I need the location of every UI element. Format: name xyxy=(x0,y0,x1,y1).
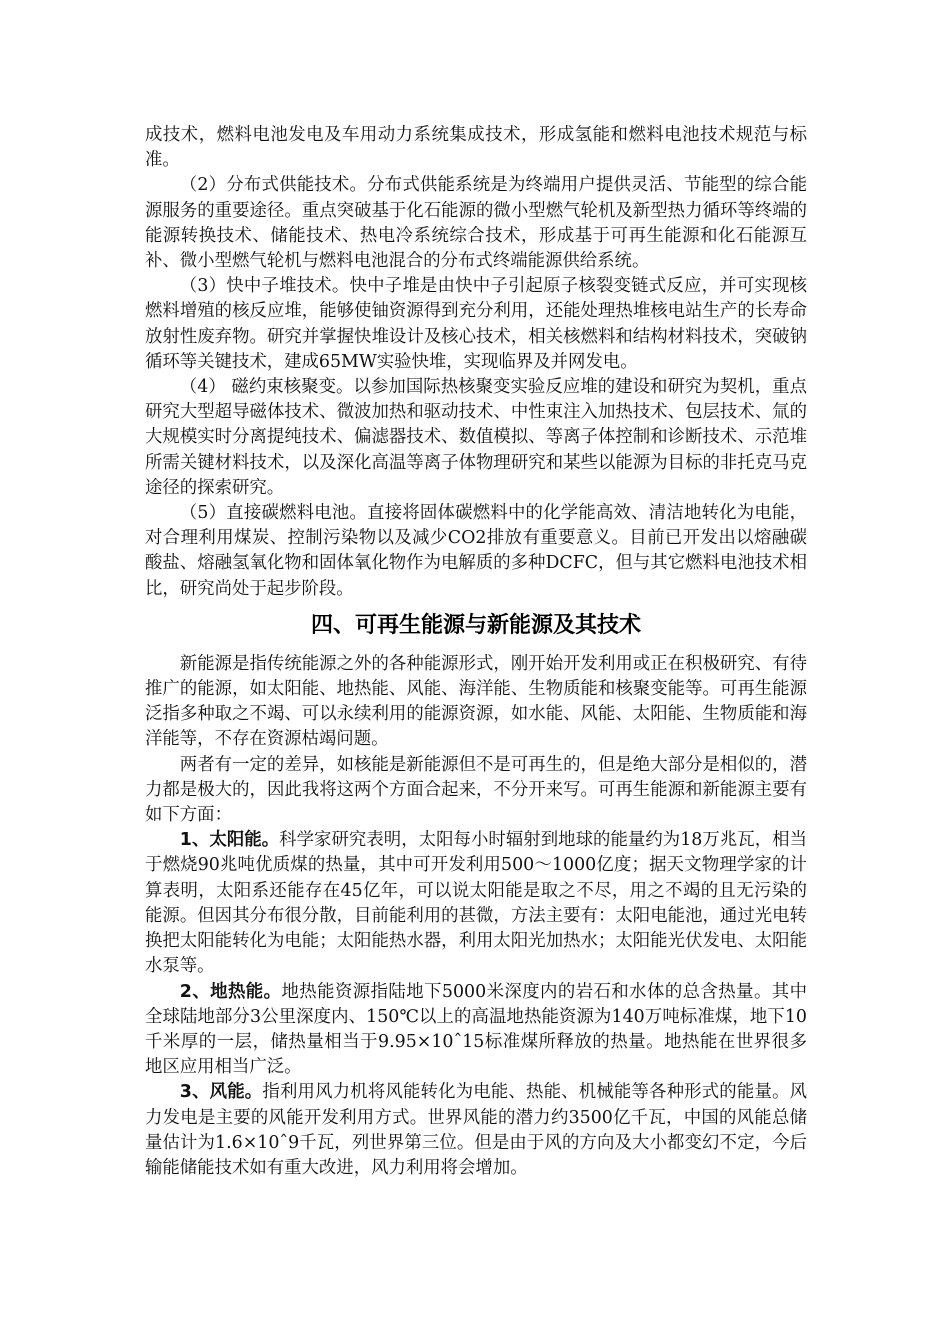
wind-energy-title: 3、风能。 xyxy=(179,1082,263,1103)
paragraph-fast-neutron-reactor: （3）快中子堆技术。快中子堆是由快中子引起原子核裂变链式反应，并可实现核燃料增殖的核反应堆，能够使铀资源得到充分利用，还能处理热堆核电站生产的长寿命放射性废弃物。研究并掌握快堆设计及核心技术，相关核燃料和结构材料技术，突破钠循环等关键技术，建成65MW实验快堆，实现临界及并网发电。 xyxy=(145,276,807,372)
document-page xyxy=(145,123,807,1181)
wind-energy-text: 指利用风力机将风能转化为电能、热能、机械能等各种形式的能量。风力发电是主要的风能开发利用方式。世界风能的潜力约3500亿千瓦，中国的风能总储量估计为1.6×10ˆ9千瓦，列世界第三位。但是由于风的方向及大小都变幻不定，今后输能储能技术如有重大改进，风力利用将会增加。 xyxy=(145,1082,807,1178)
paragraph-wind-energy xyxy=(145,1080,807,1181)
solar-energy-title: 1、太阳能。 xyxy=(179,830,280,851)
solar-energy-text: 科学家研究表明，太阳每小时辐射到地球的能量约为18万兆瓦，相当于燃烧90兆吨优质煤的热量，其中可开发利用500～1000亿度；据天文物理学家的计算表明，太阳系还能存在45亿年，可以说太阳能是取之不尽，用之不竭的且无污染的能源。但因其分布很分散，目前能利用的甚微，方法主要有：太阳电能池，通过光电转换把太阳能转化为电能；太阳能热水器，利用太阳光加热水；太阳能光伏发电、太阳能水泵等。 xyxy=(145,830,807,977)
paragraph-geothermal-energy xyxy=(145,980,807,1081)
paragraph-fuel-cell-continuation: 成技术，燃料电池发电及车用动力系统集成技术，形成氢能和燃料电池技术规范与标准。 xyxy=(145,125,807,171)
paragraph-differences: 两者有一定的差异，如核能是新能源但不是可再生的，但是绝大部分是相似的，潜力都是极大的，因此我将这两个方面合起来，不分开来写。可再生能源和新能源主要有如下方面： xyxy=(145,754,807,826)
geothermal-energy-title: 2、地热能。 xyxy=(179,981,282,1002)
paragraph-new-energy-definition: 新能源是指传统能源之外的各种能源形式，刚开始开发利用或正在积极研究、有待推广的能源，如太阳能、地热能、风能、海洋能、生物质能和核聚变能等。可再生能源泛指多种取之不竭、可以永续利用的能源资源，如水能、风能、太阳能、生物质能和海洋能等，不存在资源枯竭问题。 xyxy=(145,653,807,750)
paragraph-magnetic-fusion: （4） 磁约束核聚变。以参加国际热核聚变实验反应堆的建设和研究为契机，重点研究大型超导磁体技术、微波加热和驱动技术、中性束注入加热技术、包层技术、氚的大规模实时分离提纯技术、偏滤器技术、数值模拟、等离子体控制和诊断技术、示范堆所需关键材料技术，以及深化高温等离子体物理研究和某些以能源为目标的非托克马克途径的探索研究。 xyxy=(145,377,807,498)
section-heading: 四、可再生能源与新能源及其技术 xyxy=(310,612,641,638)
paragraph-distributed-energy: （2）分布式供能技术。分布式供能系统是为终端用户提供灵活、节能型的综合能源服务的重要途径。重点突破基于化石能源的微小型燃气轮机及新型热力循环等终端的能源转换技术、储能技术、热电冷系统综合技术，形成基于可再生能源和化石能源互补、微小型燃气轮机与燃料电池混合的分布式终端能源供给系统。 xyxy=(145,175,807,272)
paragraph-direct-carbon-fuel-cell: （5）直接碳燃料电池。直接将固体碳燃料中的化学能高效、清洁地转化为电能，对合理利用煤炭、控制污染物以及减少CO2排放有重要意义。目前已开发出以熔融碳酸盐、熔融氢氧化物和固体氧化物作为电解质的多种DCFC，但与其它燃料电池技术相比，研究尚处于起步阶段。 xyxy=(145,503,807,599)
geothermal-energy-text: 地热能资源指陆地下5000米深度内的岩石和水体的总含热量。其中全球陆地部分3公里深度内、150℃以上的高温地热能资源为140万吨标准煤，地下10千米厚的一层，储热量相当于9.95×10ˆ15标准煤所释放的热量。地热能在世界很多地区应用相当广泛。 xyxy=(145,981,807,1078)
paragraph-solar-energy xyxy=(145,828,807,979)
